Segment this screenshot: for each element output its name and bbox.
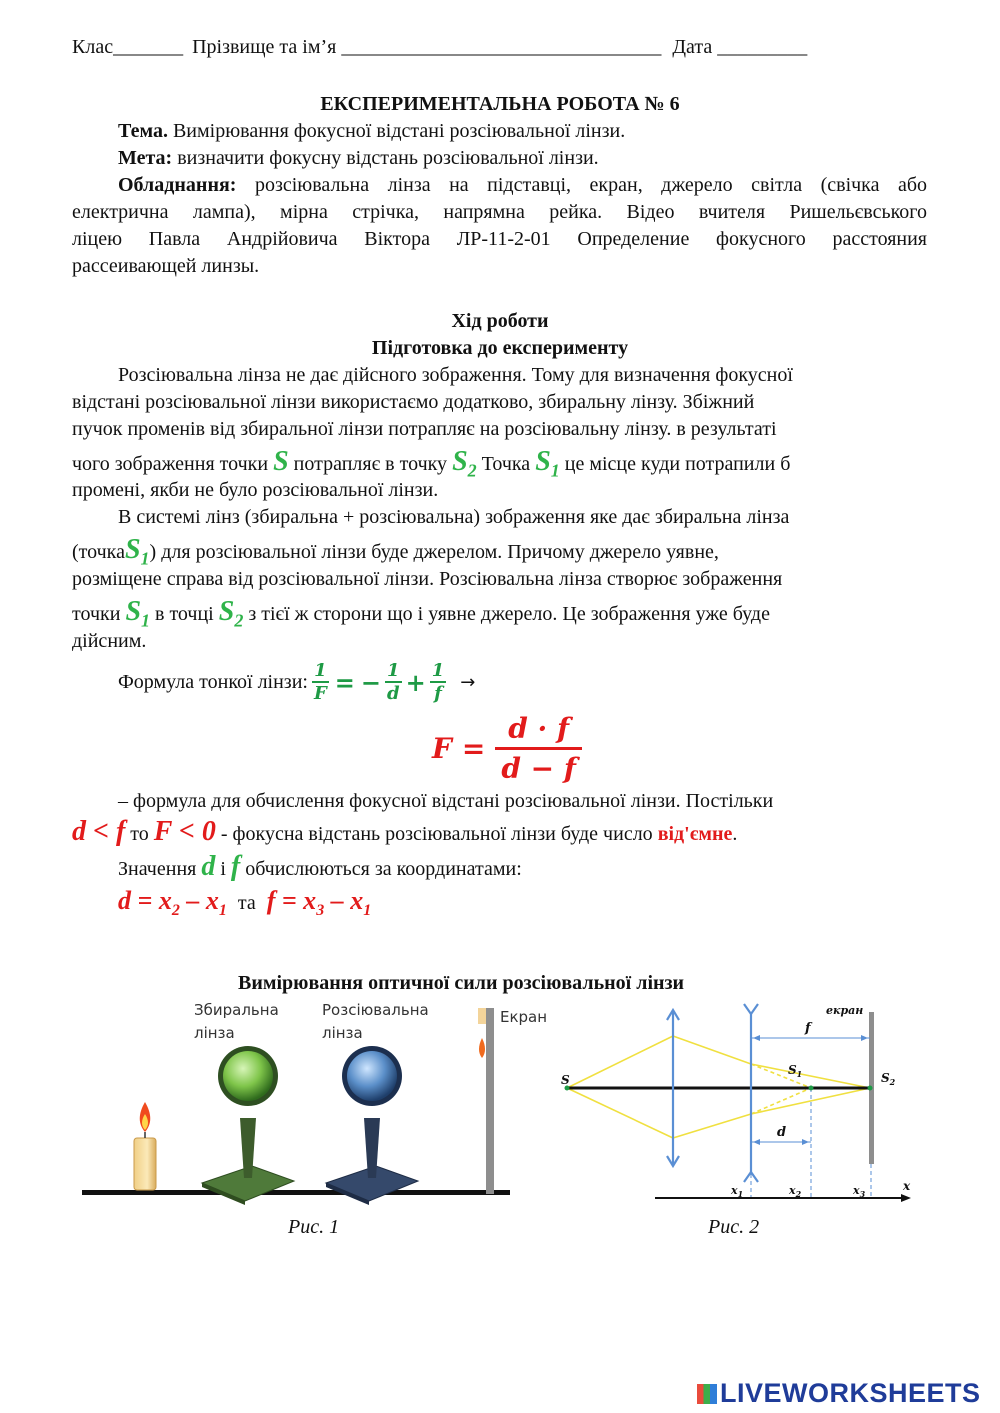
coords-line xyxy=(118,852,927,884)
symbol-d: d xyxy=(201,851,216,882)
symbol-S1: $S_1$ xyxy=(125,596,151,631)
name-field[interactable]: Прізвище та ім’я ________________________________ xyxy=(192,36,662,58)
liveworksheets-logo: LIVEWORKSHEETS xyxy=(697,1378,981,1409)
condition-d-less-f: d < f xyxy=(72,816,126,847)
d-coordinate-formula: $d = x_2 - x_1$ xyxy=(118,886,227,920)
symbol-S1: $S_1$ xyxy=(535,446,560,481)
goal-line xyxy=(118,145,927,172)
symbol-f: f xyxy=(230,851,241,882)
para2-text-e: з тієї ж сторони що і уявне джерело. Це зображення уже буде xyxy=(248,603,770,625)
label-S2: $S_2$ xyxy=(881,1071,896,1087)
focal-formula: F = $\frac{d \cdot f}{d - f}$ xyxy=(432,708,582,788)
coords-formulas xyxy=(118,884,371,928)
label-x1: $x_1$ xyxy=(731,1184,744,1199)
para2-line-1: В системі лінз (збиральна + розсіювальна) зображення яке дає збиральна лінза xyxy=(118,506,790,528)
para2-line-5: дійсним. xyxy=(72,630,147,652)
to-word: то xyxy=(130,823,149,845)
para1-text-c: Точка xyxy=(481,453,531,475)
para1-line-2: відстані розсіювальної лінзи використаємо додатково, збиральну лінзу. Збіжний xyxy=(72,391,755,413)
para1-line-3: пучок променів від збиральної лінзи потрапляє на розсіювальну лінзу. в результаті xyxy=(72,418,777,440)
figure-1 xyxy=(80,998,550,1208)
equipment-line-4: рассеивающей линзы. xyxy=(72,255,260,277)
para1-text-b: потрапляє в точку xyxy=(293,453,448,475)
header-line xyxy=(72,36,807,59)
symbol-S: S xyxy=(273,446,289,477)
formula-frac-1F: $\frac{1}{F}$ xyxy=(313,660,327,704)
para1-text-a: чого зображення точки xyxy=(72,453,269,475)
goal-label: Мета: xyxy=(118,147,173,169)
rail xyxy=(82,1190,510,1195)
converging-label-2: лінза xyxy=(194,1024,235,1042)
topic-label: Тема. xyxy=(118,120,168,142)
explain-line-2: d < f то F < 0 - фокусна відстань розсіювальної лінзи буде число від'ємне. xyxy=(72,816,738,847)
para1-text-d: це місце куди потрапили б xyxy=(564,453,791,475)
topic-text: Вимірювання фокусної відстані розсіювальної лінзи. xyxy=(172,120,626,142)
explain-text-2: - фокусна відстань розсіювальної лінзи буде число xyxy=(220,823,653,845)
class-field[interactable]: Клас_______ xyxy=(72,36,184,58)
thin-lens-formula: Формула тонкої лінзи: $\frac{1}{F}$ = − $\frac{1}{d}$ + $\frac{1}{f}$ → xyxy=(118,660,476,704)
coords-text-a: Значення xyxy=(118,858,197,880)
label-S: S xyxy=(561,1073,570,1087)
condition-F-negative: F < 0 xyxy=(153,816,216,847)
page-title: ЕКСПЕРИМЕНТАЛЬНА РОБОТА № 6 xyxy=(320,93,680,115)
symbol-S2: $S_2$ xyxy=(218,596,244,631)
para2-text-c: точки xyxy=(72,603,121,625)
converging-lens-icon xyxy=(202,1046,294,1205)
label-x2: $x_2$ xyxy=(789,1184,802,1199)
subsection-title: Підготовка до експерименту xyxy=(371,337,629,359)
goal-text: визначити фокусну відстань розсіювальної лінзи. xyxy=(177,147,599,169)
equipment-line-2: електрична лампа), мірна стрічка, напрямна рейка. Відео вчителя Ришельєвського xyxy=(72,201,927,223)
equipment-line-1 xyxy=(118,172,927,199)
formula-frac-1d: $\frac{1}{d}$ xyxy=(386,660,400,704)
para2-text-a: (точка xyxy=(72,541,125,563)
explain-line-1: – формула для обчислення фокусної відстані розсіювальної лінзи. Постільки xyxy=(118,790,774,812)
label-S1: $S_1$ xyxy=(788,1063,803,1079)
symbol-S2: $S_2$ xyxy=(452,446,477,481)
d-dimension-label: d xyxy=(777,1125,787,1140)
section-title: Хід роботи xyxy=(451,310,549,332)
diverging-label-1: Розсіювальна xyxy=(322,1001,429,1019)
figure-title: Вимірювання оптичної сили розсіювальної лінзи xyxy=(238,972,685,994)
coords-text-b: обчислюються за координатами: xyxy=(245,858,522,880)
para2-text-d: в точці xyxy=(155,603,214,625)
screen-icon xyxy=(478,1008,494,1194)
diverging-label-2: лінза xyxy=(322,1024,363,1042)
fig1-caption: Рис. 1 xyxy=(288,1216,340,1238)
f-coordinate-formula: $f = x_3 - x_1$ xyxy=(266,886,372,920)
point-S2 xyxy=(868,1086,873,1091)
equipment-line-3: ліцею Павла Андрійовича Віктора ЛР-11-2-01 Определение фокусного расстояния xyxy=(72,228,927,250)
diverging-lens-icon xyxy=(326,1046,418,1205)
arrow-icon: → xyxy=(460,671,476,693)
coords-and: і xyxy=(220,858,226,880)
topic-line xyxy=(118,118,927,145)
point-S1 xyxy=(809,1086,814,1091)
converging-label-1: Збиральна xyxy=(194,1001,279,1019)
f-dimension-label: f xyxy=(805,1021,811,1036)
screen-label: Екран xyxy=(500,1008,548,1026)
diverging-lens-symbol xyxy=(744,1004,758,1182)
symbol-S1: $S_1$ xyxy=(124,534,150,569)
formula-frac-1f: $\frac{1}{f}$ xyxy=(431,660,445,704)
date-field[interactable]: Дата _________ xyxy=(672,36,808,58)
x-axis-label: x xyxy=(903,1179,911,1193)
logo-icon xyxy=(697,1384,717,1404)
para2-text-b: ) для розсіювальної лінзи буде джерелом. Причому джерело уявне, xyxy=(149,541,719,563)
label-x3: $x_3$ xyxy=(853,1184,866,1199)
figure-2 xyxy=(555,998,920,1208)
ta-word: та xyxy=(237,892,256,914)
fig2-caption: Рис. 2 xyxy=(708,1216,760,1238)
equipment-text-1: розсіювальна лінза на підставці, екран, джерело світла (свічка або xyxy=(254,174,928,196)
para2-line-3: розміщене справа від розсіювальної лінзи. Розсіювальна лінза створює зображення xyxy=(72,568,783,590)
equipment-label: Обладнання: xyxy=(118,174,237,196)
formula-label: Формула тонкої лінзи: xyxy=(118,670,308,693)
para1-line-5: промені, якби не було розсіювальної лінзи. xyxy=(72,479,439,501)
negative-word: від'ємне xyxy=(657,823,733,845)
para1-line-1: Розсіювальна лінза не дає дійсного зображення. Тому для визначення фокусної xyxy=(118,364,793,386)
screen-text: екран xyxy=(826,1004,864,1017)
candle-icon xyxy=(134,1102,156,1190)
